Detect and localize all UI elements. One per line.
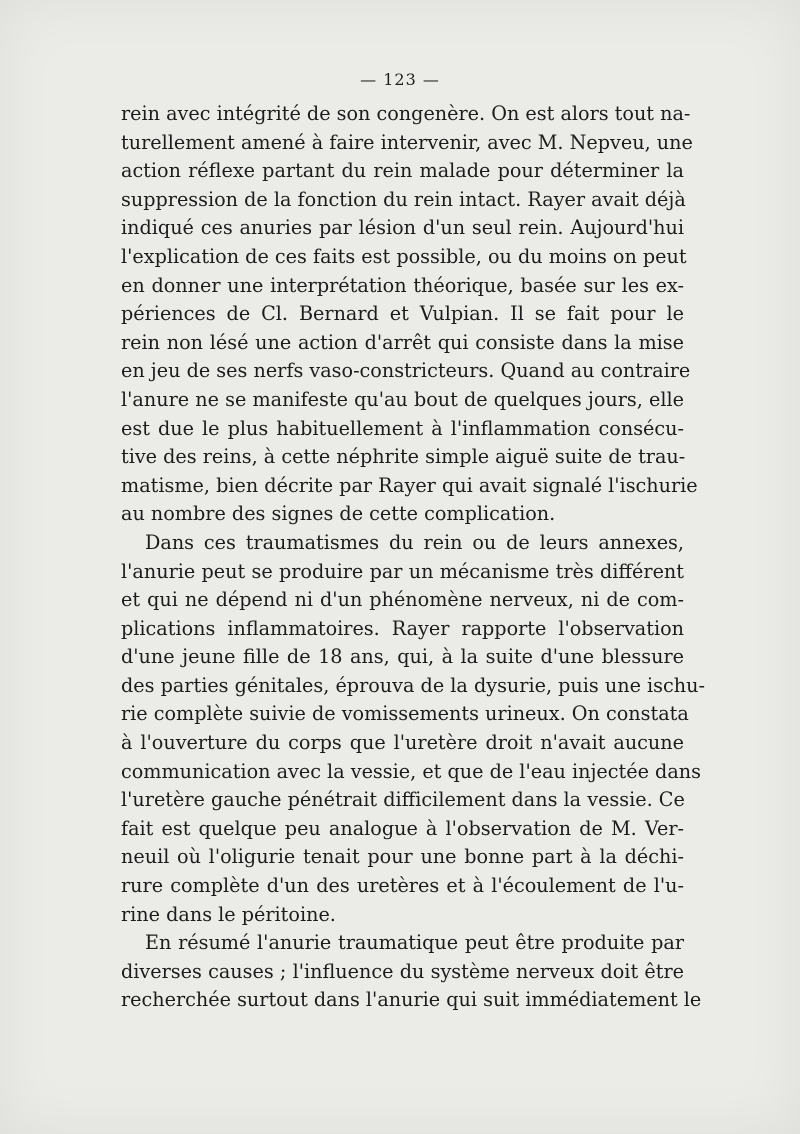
- text-line: au nombre des signes de cette complication.: [121, 502, 556, 526]
- text-line: rie complète suivie de vomissements urineux. On constata: [121, 702, 689, 726]
- text-line: neuil où l'oligurie tenait pour une bonne part à la déchi-: [121, 845, 684, 869]
- text-line: indiqué ces anuries par lésion d'un seul rein. Aujourd'hui: [121, 216, 684, 240]
- text-line: périences de Cl. Bernard et Vulpian. Il se fait pour le: [121, 302, 684, 326]
- text-line: l'uretère gauche pénétrait difficilement dans la vessie. Ce: [121, 788, 685, 812]
- text-line: rure complète d'un des uretères et à l'écoulement de l'u-: [121, 874, 684, 898]
- page-number: — 123 —: [360, 70, 440, 89]
- text-line: turellement amené à faire intervenir, avec M. Nepveu, une: [121, 130, 693, 154]
- text-line: d'une jeune fille de 18 ans, qui, à la suite d'une blessure: [121, 645, 684, 669]
- text-line: plications inflammatoires. Rayer rapporte l'observation: [121, 616, 684, 640]
- text-line: tive des reins, à cette néphrite simple aiguë suite de trau-: [121, 445, 686, 469]
- text-line: recherchée surtout dans l'anurie qui suit immédiatement le: [121, 988, 702, 1012]
- text-line: matisme, bien décrite par Rayer qui avait signalé l'ischurie: [121, 473, 698, 497]
- body-text: [121, 100, 705, 1015]
- text-line: En résumé l'anurie traumatique peut être produite par: [145, 931, 684, 955]
- text-line: suppression de la fonction du rein intact. Rayer avait déjà: [121, 187, 686, 211]
- text-line: l'explication de ces faits est possible, ou du moins on peut: [121, 244, 687, 268]
- text-line: en donner une interprétation théorique, basée sur les ex-: [121, 273, 684, 297]
- text-line: est due le plus habituellement à l'inflammation consécu-: [121, 416, 684, 440]
- text-line: l'anure ne se manifeste qu'au bout de quelques jours, elle: [121, 387, 684, 411]
- text-line: action réflexe partant du rein malade pour déterminer la: [121, 159, 684, 183]
- text-line: diverses causes ; l'influence du système nerveux doit être: [121, 959, 684, 983]
- text-line: rein avec intégrité de son congenère. On est alors tout na-: [121, 102, 691, 125]
- text-line: en jeu de ses nerfs vaso-constricteurs. Quand au contraire: [121, 359, 691, 383]
- text-line: et qui ne dépend ni d'un phénomène nerveux, ni de com-: [121, 588, 684, 612]
- text-line: rein non lésé une action d'arrêt qui consiste dans la mise: [121, 330, 684, 354]
- text-line: rine dans le péritoine.: [121, 902, 336, 926]
- text-line: l'anurie peut se produire par un mécanisme très différent: [121, 559, 684, 583]
- text-line: des parties génitales, éprouva de la dysurie, puis une ischu-: [121, 673, 705, 697]
- text-line: Dans ces traumatismes du rein ou de leurs annexes,: [145, 530, 684, 554]
- text-line: communication avec la vessie, et que de l'eau injectée dans: [121, 759, 701, 783]
- text-line: fait est quelque peu analogue à l'observation de M. Ver-: [121, 816, 684, 840]
- text-line: à l'ouverture du corps que l'uretère droit n'avait aucune: [121, 731, 684, 755]
